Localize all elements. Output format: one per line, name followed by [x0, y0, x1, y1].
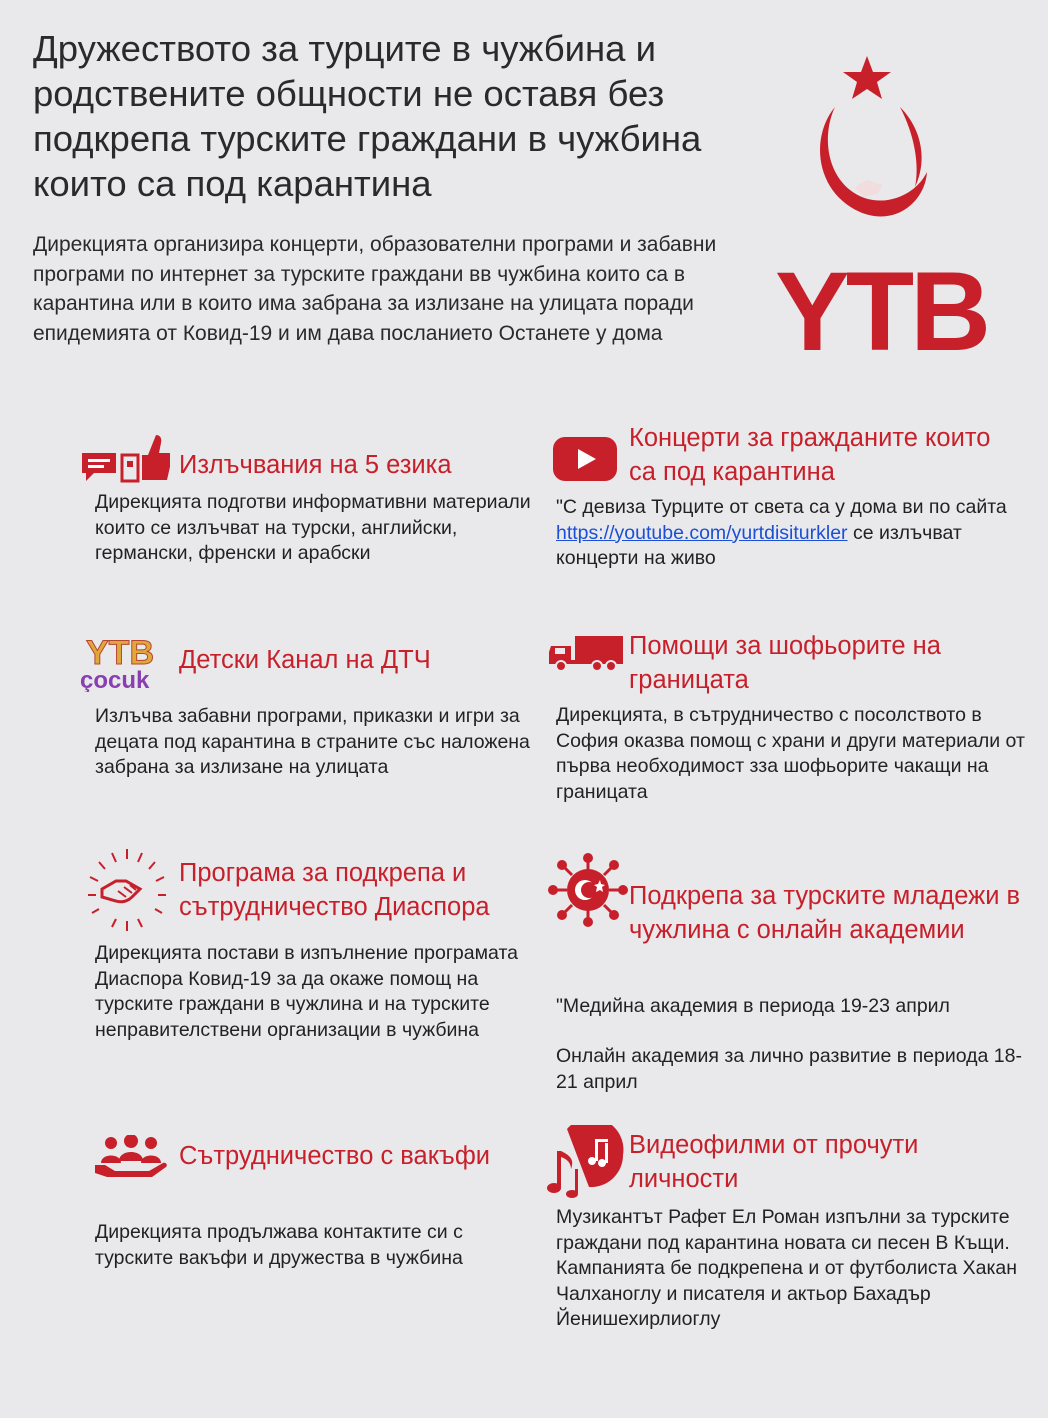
section-title-foundations: Сътрудничество с вакъфи: [179, 1142, 491, 1170]
music-notes-icon: [545, 1125, 627, 1205]
section-body-drivers: Дирекцията, в сътрудничество с посолството в София оказва помощ с храни и други материали от първа необходимост зза шофьорите чакащи на границата: [556, 704, 1025, 803]
section-title-youth: Подкрепа за турските младежи в чужлина с онлайн академии: [629, 882, 1021, 944]
chat-thumbs-up-icon: [80, 433, 170, 483]
handshake-icon: [82, 845, 172, 935]
section-body-kids-channel: Излъчва забавни програми, приказки и игри за децата под карантина в страните със наложена забрана за излизане на улицата: [95, 705, 530, 779]
people-hand-icon: [95, 1135, 167, 1177]
section-body-concerts: [556, 495, 1026, 572]
section-body-diaspora: Дирекцията постави в изпълнение програмата Диаспора Ковид-19 за да окаже помощ на турските граждани в чужлина и на турските неправителствени организации в чужбина: [95, 942, 519, 1041]
page-title: Дружеството за турците в чужбина и родствените общности не оставя без подкрепа турските граждани в чужбина които са под карантина: [33, 28, 702, 204]
ytb-emblem-icon: [805, 52, 930, 232]
section-title-videos: Видеофилми от прочути личности: [629, 1131, 919, 1193]
section-body-videos: Музикантът Рафет Ел Роман изпълни за турските граждани под карантина новата си песен В Къщи. Кампанията бе подкрепена и от футболиста Хакан Чалханоглу и писателя и актьор Бахадър Йенишехирлиоглу: [556, 1206, 1018, 1331]
ytb-logo: [775, 252, 995, 362]
kids-logo-subtext: çocuk: [80, 667, 150, 692]
section-body-youth-2: Онлайн академия за лично развитие в периода 18-21 април: [556, 1045, 1022, 1093]
virus-crescent-icon: [545, 850, 631, 930]
section-body-broadcasts: Дирекцията подготви информативни материали които се излъчват на турски, английски, германски, френски и арабски: [95, 491, 531, 565]
intro-text: Дирекцията организира концерти, образователни програми и забавни програми по интернет за турските граждани вв чужбина които са в карантина или в които има забрана за излизане на улицата поради епидемията от Ковид-19 и им дава посланието Останете у дома: [33, 233, 717, 345]
section-body-foundations: Дирекцията продължава контактите си с турските вакъфи и дружества в чужбина: [95, 1221, 463, 1269]
youtube-play-icon: [553, 437, 617, 481]
truck-icon: [549, 634, 625, 672]
youtube-channel-link[interactable]: https://youtube.com/yurtdisiturkler: [556, 521, 848, 544]
section-title-kids-channel: Детски Канал на ДТЧ: [179, 646, 431, 674]
ytb-cocuk-logo-icon: [80, 630, 180, 692]
concerts-text-before: "С девиза Турците от света са у дома ви по сайта: [556, 496, 1007, 518]
section-title-diaspora: Програма за подкрепа и сътрудничество Диаспора: [179, 859, 490, 921]
section-title-broadcasts: Излъчвания на 5 езика: [179, 451, 452, 479]
section-body-youth-1: "Медийна академия в периода 19-23 април: [556, 995, 950, 1017]
kids-logo-text: YTB: [86, 634, 154, 672]
section-title-concerts: Концерти за гражданите които са под карантина: [629, 424, 991, 486]
ytb-logo-text: YTB: [775, 252, 987, 362]
section-title-drivers: Помощи за шофьорите на границата: [629, 632, 941, 694]
concerts-text-after: се излъчват концерти на живо: [556, 521, 962, 570]
